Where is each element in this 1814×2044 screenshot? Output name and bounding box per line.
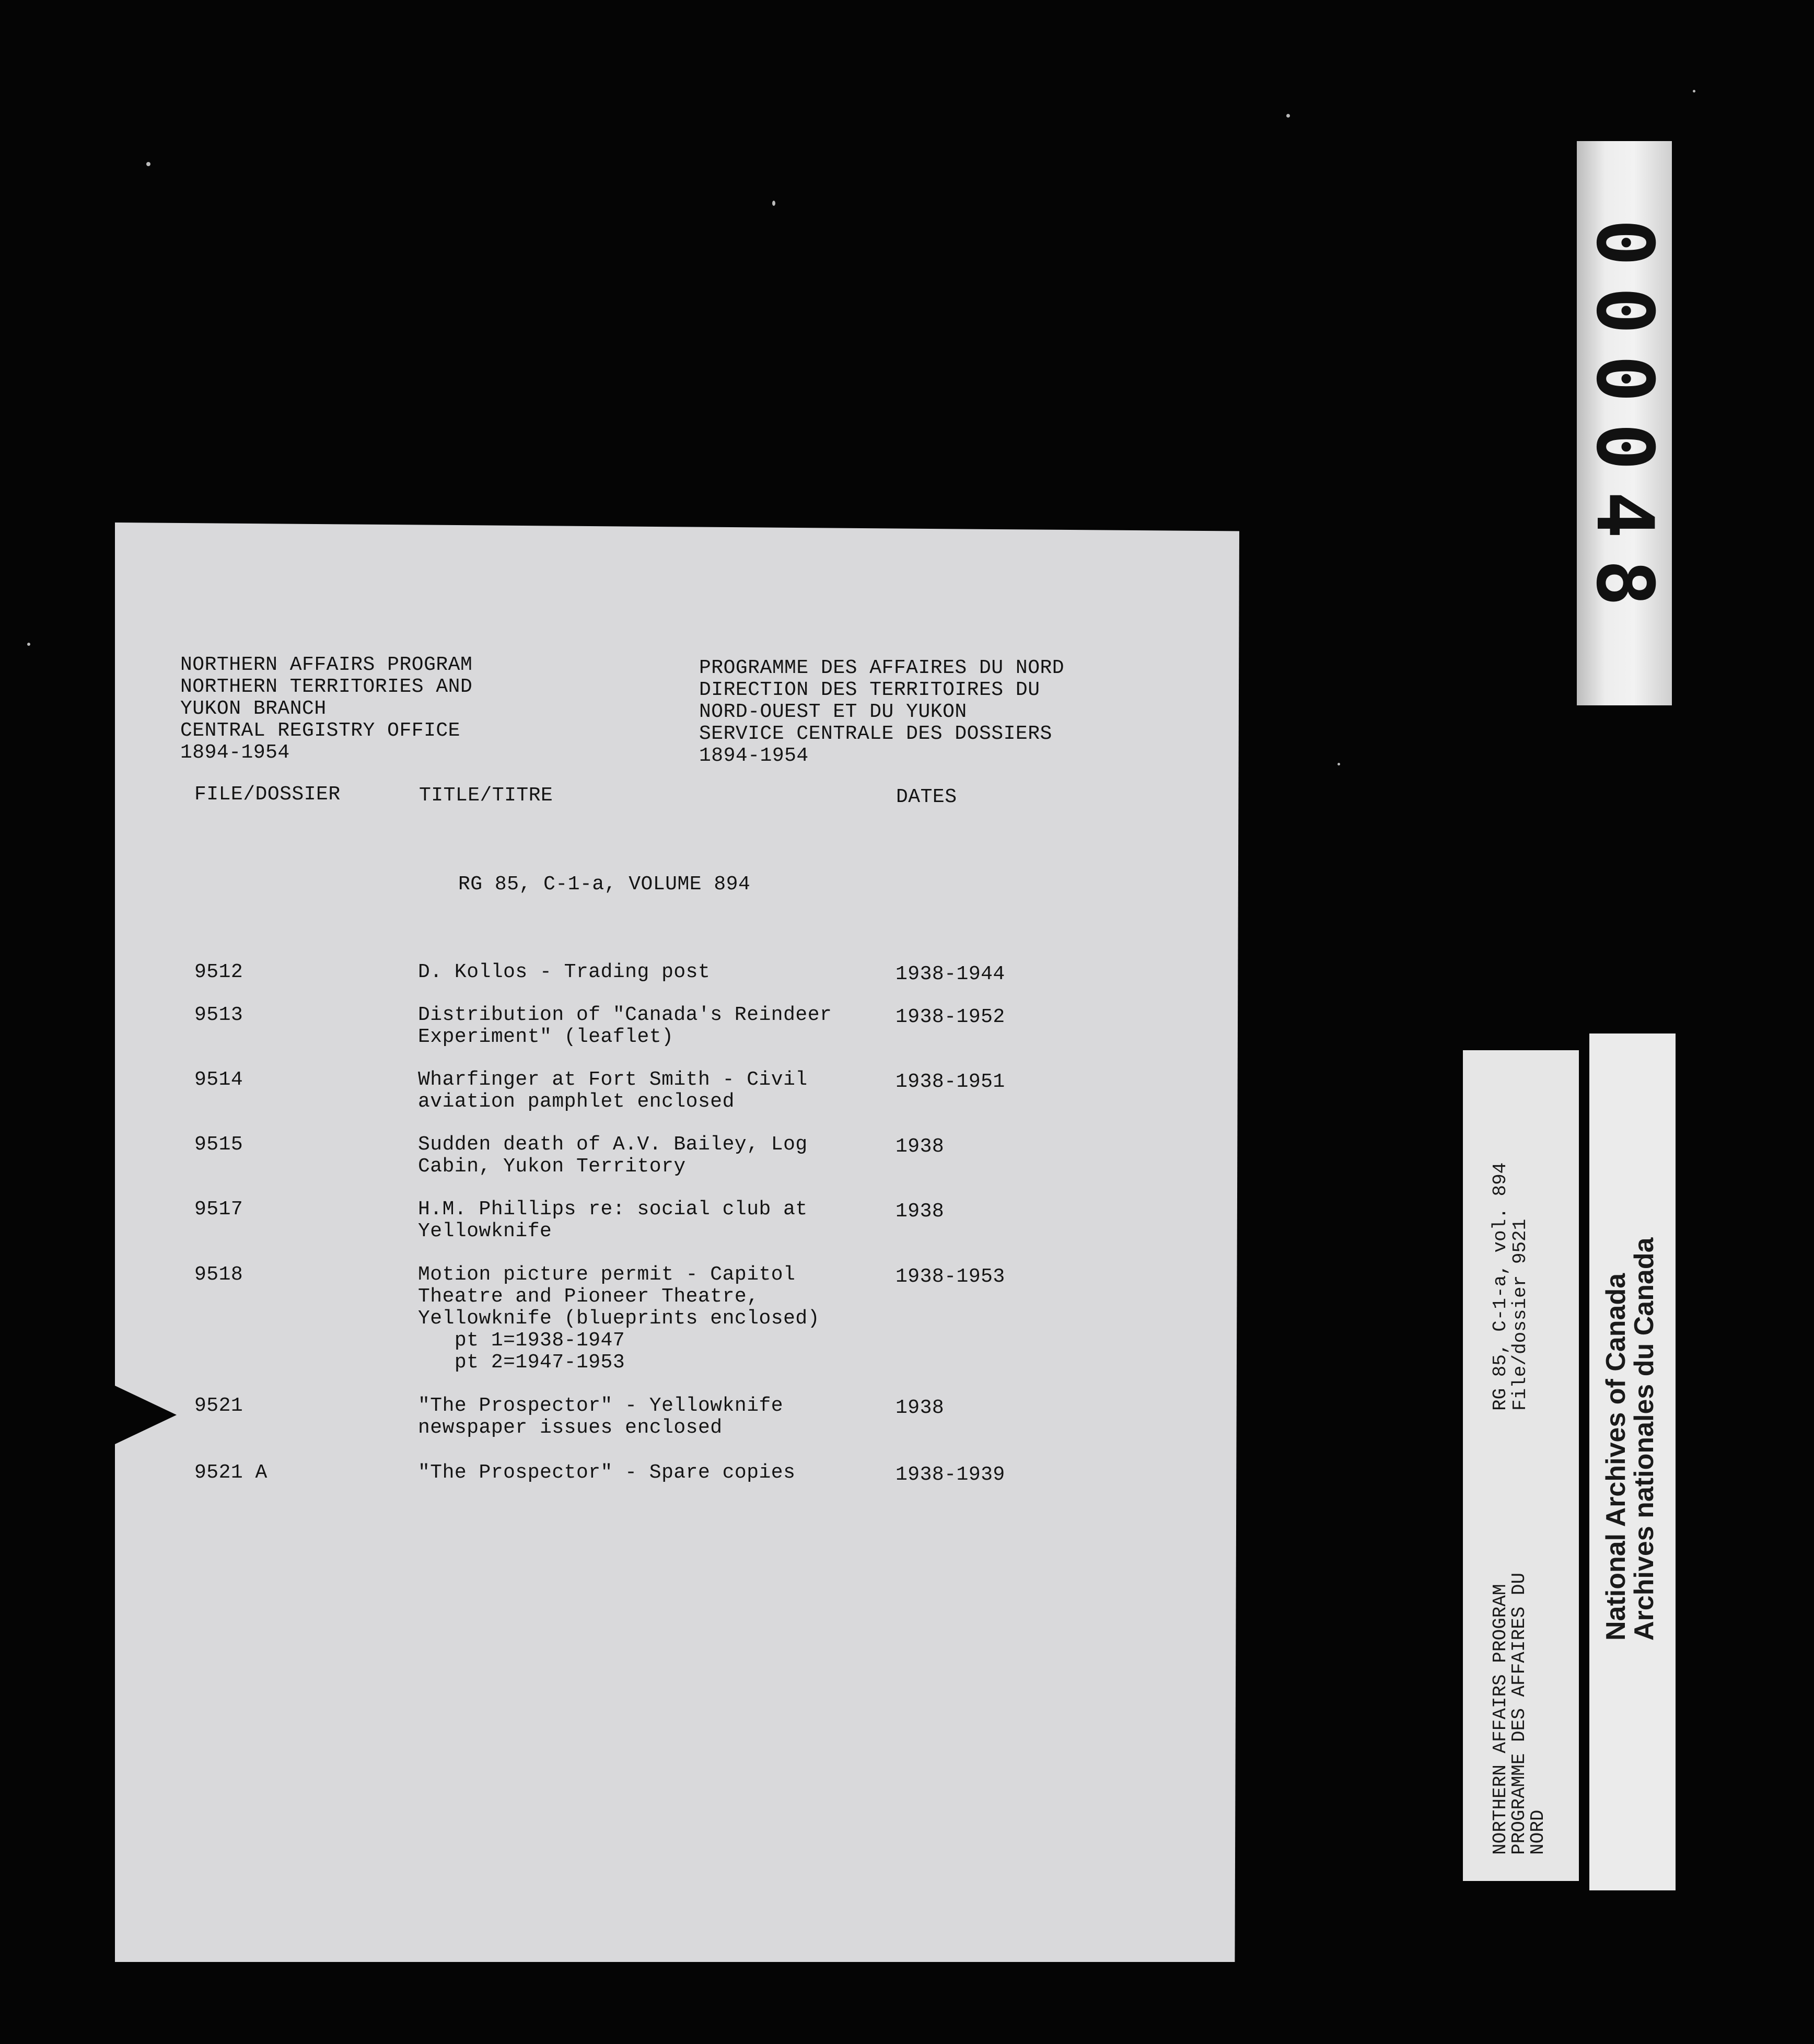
entry-dates: 1938-1951 — [896, 1071, 1005, 1093]
header-french-line: DIRECTION DES TERRITOIRES DU — [699, 679, 1040, 701]
entry-title-line: Wharfinger at Fort Smith - Civil — [418, 1069, 808, 1091]
entry-file-number: 9518 — [194, 1263, 243, 1286]
label-card-strip — [1463, 1050, 1579, 1881]
entry-file-number: 9521 — [194, 1395, 243, 1417]
header-french-line: NORD-OUEST ET DU YUKON — [699, 701, 967, 723]
dust-speck — [772, 201, 775, 206]
entry-dates: 1938 — [896, 1397, 945, 1419]
entry-dates: 1938-1944 — [896, 963, 1005, 985]
header-english-line: CENTRAL REGISTRY OFFICE — [180, 719, 460, 742]
header-french-line: PROGRAMME DES AFFAIRES DU NORD — [699, 657, 1065, 679]
label-reference-line-1: RG 85, C-1-a, vol. 894 — [1490, 1162, 1511, 1411]
header-french-line: 1894-1954 — [699, 745, 809, 767]
volume-heading: RG 85, C-1-a, VOLUME 894 — [458, 873, 751, 896]
entry-dates: 1938 — [896, 1200, 945, 1223]
entry-title-line: Experiment" (leaflet) — [418, 1026, 674, 1048]
header-french-line: SERVICE CENTRALE DES DOSSIERS — [699, 723, 1052, 745]
label-program-line-3: NORD — [1527, 1809, 1549, 1855]
entry-title-line: H.M. Phillips re: social club at — [418, 1198, 808, 1221]
dust-speck — [1286, 114, 1290, 118]
header-english-line: YUKON BRANCH — [180, 698, 327, 720]
dust-speck — [1693, 90, 1695, 92]
entry-title-line: aviation pamphlet enclosed — [418, 1090, 735, 1113]
label-program-line-2: PROGRAMME DES AFFAIRES DU — [1508, 1572, 1530, 1855]
entry-title-line: Cabin, Yukon Territory — [418, 1155, 686, 1178]
header-english-line: NORTHERN AFFAIRS PROGRAM — [180, 654, 473, 676]
entry-file-number: 9512 — [194, 961, 243, 983]
dust-speck — [146, 162, 150, 166]
entry-title-line: Yellowknife (blueprints enclosed) — [418, 1307, 820, 1330]
entry-file-number: 9517 — [194, 1198, 243, 1221]
entry-title-line: Yellowknife — [418, 1220, 552, 1242]
entry-file-number: 9513 — [194, 1004, 243, 1026]
entry-dates: 1938-1952 — [896, 1006, 1005, 1028]
entry-title-line: D. Kollos - Trading post — [418, 961, 711, 983]
entry-title-line: pt 1=1938-1947 — [418, 1329, 625, 1352]
entry-file-number: 9521 A — [194, 1461, 268, 1484]
archive-name-french: Archives nationales du Canada — [1629, 1237, 1659, 1641]
dust-speck — [27, 643, 30, 646]
frame-counter: 000048 — [1579, 219, 1670, 628]
column-header-title: TITLE/TITRE — [419, 784, 553, 807]
entry-title-line: "The Prospector" - Spare copies — [418, 1461, 796, 1484]
entry-title-line: newspaper issues enclosed — [418, 1416, 723, 1439]
label-program-line-1: NORTHERN AFFAIRS PROGRAM — [1490, 1584, 1511, 1855]
entry-dates: 1938 — [896, 1135, 945, 1158]
column-header-file: FILE/DOSSIER — [194, 783, 341, 806]
column-header-dates: DATES — [896, 786, 957, 808]
frame-counter-strip — [1577, 141, 1672, 705]
header-english-line: 1894-1954 — [180, 741, 290, 764]
header-english-line: NORTHERN TERRITORIES AND — [180, 676, 473, 698]
entry-file-number: 9514 — [194, 1069, 243, 1091]
archive-name-english: National Archives of Canada — [1601, 1273, 1631, 1641]
entry-dates: 1938-1953 — [896, 1265, 1005, 1288]
label-reference-line-2: File/dossier 9521 — [1509, 1218, 1531, 1411]
entry-title-line: Distribution of "Canada's Reindeer — [418, 1004, 832, 1026]
dust-speck — [1338, 763, 1340, 765]
entry-title-line: Motion picture permit - Capitol — [418, 1263, 796, 1286]
entry-file-number: 9515 — [194, 1133, 243, 1156]
entry-title-line: Theatre and Pioneer Theatre, — [418, 1285, 759, 1308]
entry-title-line: "The Prospector" - Yellowknife — [418, 1395, 784, 1417]
archive-name-strip — [1589, 1033, 1676, 1890]
entry-title-line: Sudden death of A.V. Bailey, Log — [418, 1133, 808, 1156]
entry-title-line: pt 2=1947-1953 — [418, 1351, 625, 1374]
entry-dates: 1938-1939 — [896, 1464, 1005, 1486]
